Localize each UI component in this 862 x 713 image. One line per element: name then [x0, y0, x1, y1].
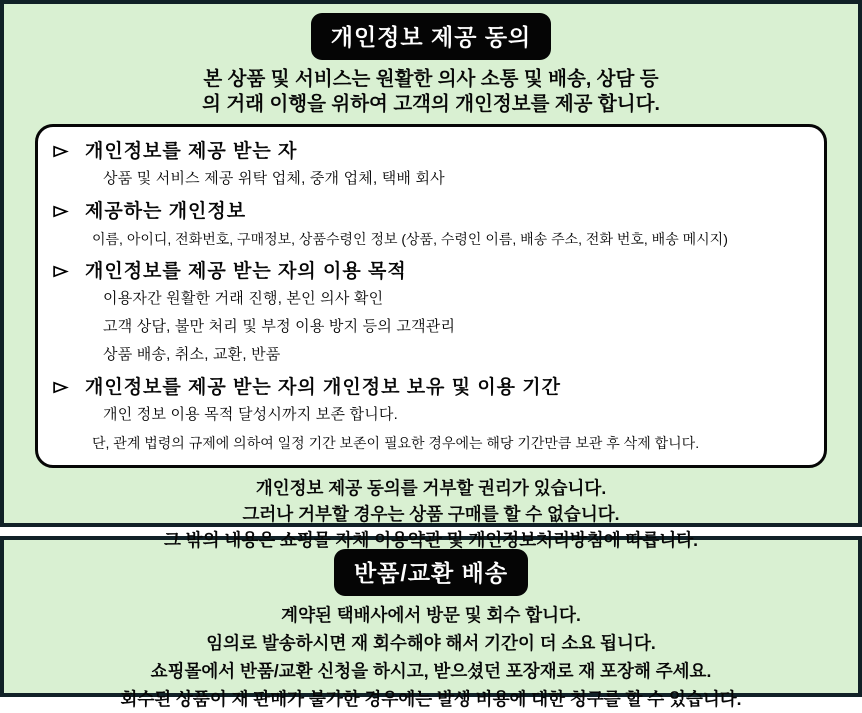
privacy-footer-line: 개인정보 제공 동의를 거부할 권리가 있습니다.: [255, 478, 607, 498]
return-exchange-body: [4, 601, 858, 713]
bullet-detail: 고객 상담, 불만 처리 및 부정 이용 방지 등의 고객관리: [103, 318, 456, 335]
privacy-intro-line: 의 거래 이행을 위하여 고객의 개인정보를 제공 합니다.: [202, 93, 660, 115]
bullet-detail: 개인 정보 이용 목적 달성시까지 보존 합니다.: [103, 406, 398, 423]
return-exchange-title-badge: 반품/교환 배송: [334, 549, 528, 596]
bullet-detail: 이름, 아이디, 전화번호, 구매정보, 상품수령인 정보 (상품, 수령인 이름, 배송 주소, 전화 번호, 배송 메시지): [92, 231, 728, 247]
privacy-consent-title-badge: 개인정보 제공 동의: [311, 13, 552, 60]
bullet-heading-usage-purpose: [50, 258, 810, 285]
return-exchange-line: 쇼핑몰에서 반품/교환 신청을 하시고, 받으셨던 포장재로 재 포장해 주세요.: [150, 661, 712, 681]
arrow-bullet-icon: [52, 144, 69, 159]
return-exchange-line: 임의로 발송하시면 재 회수해야 해서 기간이 더 소요 됩니다.: [206, 633, 656, 653]
bullet-heading-provided-info: [50, 198, 810, 225]
privacy-footer-line: 그러나 거부할 경우는 상품 구매를 할 수 없습니다.: [242, 504, 620, 524]
arrow-bullet-icon: [52, 380, 69, 395]
privacy-details-box: [35, 124, 827, 468]
privacy-intro: [4, 67, 858, 117]
return-exchange-line: 회수된 상품이 재 판매가 불가한 경우에는 발생 비용에 대한 청구를 할 수 있습니다.: [120, 689, 742, 709]
bullet-detail: 단, 관계 법령의 규제에 의하여 일정 기간 보존이 필요한 경우에는 해당 기간만큼 보관 후 삭제 합니다.: [92, 435, 700, 451]
bullet-heading-label: 개인정보를 제공 받는 자의 이용 목적: [85, 261, 407, 282]
bullet-detail: 이용자간 원활한 거래 진행, 본인 의사 확인: [103, 290, 384, 307]
privacy-footer-line: 그 밖의 내용은 쇼핑몰 자체 이용약관 및 개인정보처리방침에 따릅니다.: [163, 530, 698, 550]
privacy-intro-line: 본 상품 및 서비스는 원활한 의사 소통 및 배송, 상담 등: [203, 68, 659, 90]
arrow-bullet-icon: [52, 204, 69, 219]
bullet-detail: 상품 배송, 취소, 교환, 반품: [103, 346, 281, 363]
return-exchange-line: 계약된 택배사에서 방문 및 회수 합니다.: [281, 605, 581, 625]
bullet-heading-label: 제공하는 개인정보: [85, 201, 247, 222]
arrow-bullet-icon: [52, 264, 69, 279]
bullet-heading-retention-period: [50, 374, 810, 401]
bullet-heading-recipient: [50, 138, 810, 165]
bullet-heading-label: 개인정보를 제공 받는 자: [85, 141, 298, 162]
bullet-detail: 상품 및 서비스 제공 위탁 업체, 중개 업체, 택배 회사: [103, 170, 445, 187]
bullet-heading-label: 개인정보를 제공 받는 자의 개인정보 보유 및 이용 기간: [85, 377, 562, 398]
return-exchange-panel: [0, 536, 862, 709]
